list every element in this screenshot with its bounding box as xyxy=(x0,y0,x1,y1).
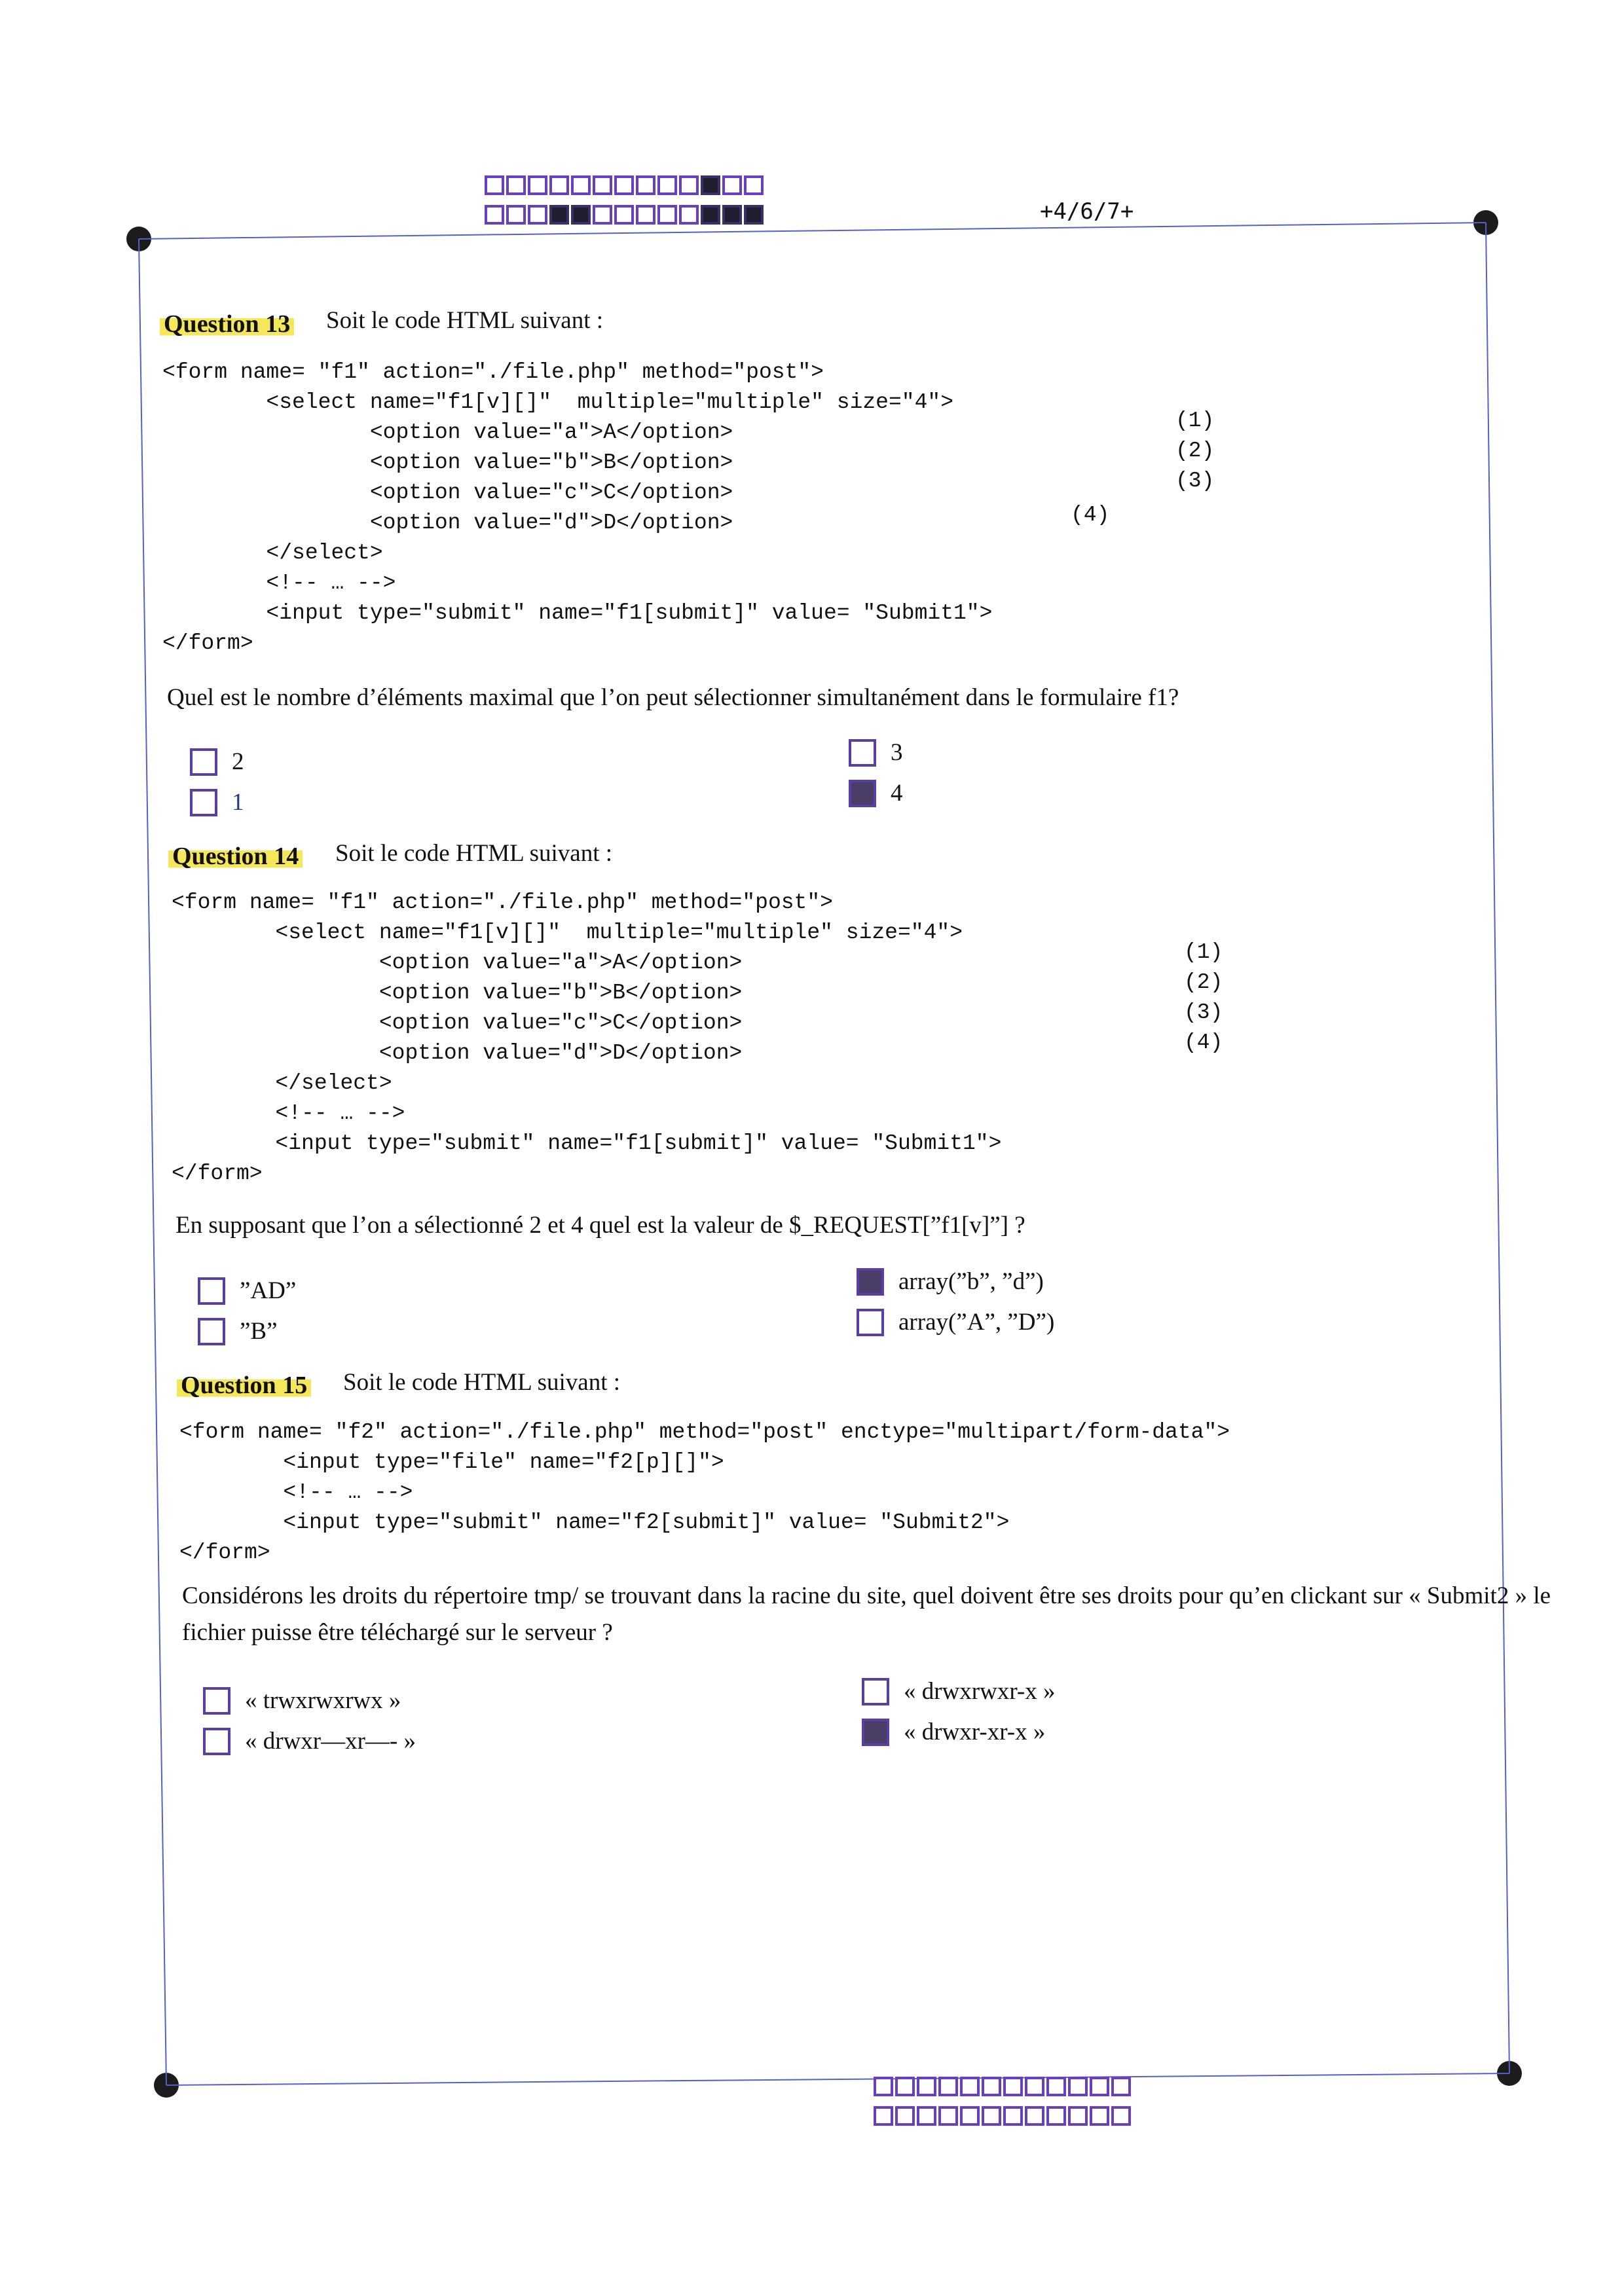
barcode-cell xyxy=(895,2106,915,2126)
q13-checkbox-2[interactable] xyxy=(190,748,217,776)
question-14-label: Question 14 xyxy=(168,842,303,871)
q14-answer-array-ad[interactable] xyxy=(857,1308,1054,1336)
barcode-cell xyxy=(874,2077,893,2096)
barcode-cell xyxy=(485,205,504,225)
barcode-cell xyxy=(1046,2106,1066,2126)
q13-checkbox-1[interactable] xyxy=(190,789,217,816)
q13-mark-4: (4) xyxy=(1071,503,1110,527)
q14-answer-ad[interactable] xyxy=(198,1277,296,1305)
barcode-cell xyxy=(1025,2077,1044,2096)
barcode-cell xyxy=(571,175,591,195)
q15-answer-label: « trwxrwxrwx » xyxy=(245,1687,401,1714)
barcode-cell xyxy=(938,2106,958,2126)
barcode-cell xyxy=(960,2077,980,2096)
barcode-bottom-row-2 xyxy=(874,2106,1131,2126)
barcode-cell xyxy=(917,2077,936,2096)
q14-mark-3: (3) xyxy=(1184,1000,1223,1025)
q13-mark-2: (2) xyxy=(1175,439,1215,463)
barcode-cell xyxy=(744,205,764,225)
question-15-intro: Soit le code HTML suivant : xyxy=(343,1369,621,1396)
q14-checkbox-b[interactable] xyxy=(198,1318,225,1345)
barcode-cell xyxy=(614,205,634,225)
question-15-code: <form name= "f2" action="./file.php" method="post" enctype="multipart/form-data"> <input type="file" name="f2[p][]"> <!-- … --> <input type="submit" name="f2[submit]" value= "Submit2"> </form> xyxy=(179,1420,1230,1565)
barcode-cell xyxy=(485,175,504,195)
barcode-cell xyxy=(636,175,655,195)
q14-mark-4: (4) xyxy=(1184,1030,1223,1055)
q15-answer-trwx[interactable] xyxy=(203,1686,401,1715)
barcode-cell xyxy=(874,2106,893,2126)
q15-answer-label: « drwxr-xr-x » xyxy=(904,1719,1046,1745)
q13-checkbox-4[interactable] xyxy=(849,780,876,807)
question-13-text: Quel est le nombre d’éléments maximal que l’on peut sélectionner simultanément dans le formulaire f1? xyxy=(167,684,1179,711)
q14-mark-1: (1) xyxy=(1184,940,1223,964)
barcode-cell xyxy=(506,205,526,225)
q13-answer-label: 2 xyxy=(232,748,244,775)
barcode-cell xyxy=(1003,2077,1023,2096)
barcode-cell xyxy=(1068,2077,1088,2096)
barcode-cell xyxy=(528,175,547,195)
q13-answer-label: 1 xyxy=(232,789,244,816)
q15-checkbox-drwxr-xr[interactable] xyxy=(203,1728,231,1755)
barcode-cell xyxy=(1090,2106,1109,2126)
barcode-top-row-2 xyxy=(485,205,764,225)
frame-top xyxy=(139,223,1486,239)
barcode-bottom-row-1 xyxy=(874,2077,1131,2096)
q15-answer-label: « drwxr—xr—- » xyxy=(245,1728,416,1755)
q13-answer-label: 4 xyxy=(891,780,903,807)
question-13-intro: Soit le code HTML suivant : xyxy=(326,307,604,334)
q15-answer-drwxr-xr-x[interactable] xyxy=(862,1718,1045,1746)
barcode-cell xyxy=(938,2077,958,2096)
q13-answer-label: 3 xyxy=(891,739,903,766)
q15-answer-drwxr-xr[interactable] xyxy=(203,1727,416,1755)
barcode-cell xyxy=(722,205,742,225)
question-14-text: En supposant que l’on a sélectionné 2 et 4 quel est la valeur de $_REQUEST[”f1[v]”] ? xyxy=(175,1212,1025,1239)
barcode-cell xyxy=(657,205,677,225)
q14-answer-label: array(”A”, ”D”) xyxy=(898,1309,1055,1336)
barcode-cell xyxy=(549,175,569,195)
barcode-cell xyxy=(895,2077,915,2096)
question-13-code: <form name= "f1" action="./file.php" method="post"> <select name="f1[v][]" multiple="multiple" size="4"> <option value="a">A</option> <option value="b">B</option> <option value="c">C</option> <option value="d">D</option> </select> <!-- … --> <input type="submit" name="f1[submit]" value= "Submit1"> </form> xyxy=(162,360,993,655)
question-15-text: Considérons les droits du répertoire tmp/ se trouvant dans la racine du site, quel doivent être ses droits pour qu’en clickant sur « Submit2 » le fichier puisse être téléchargé sur le serveur ? xyxy=(182,1582,1551,1646)
barcode-cell xyxy=(679,205,699,225)
q14-answer-label: ”AD” xyxy=(240,1277,297,1304)
q14-answer-label: ”B” xyxy=(240,1318,278,1345)
q13-answer-3[interactable] xyxy=(849,738,903,767)
frame-bottom xyxy=(166,2073,1509,2085)
barcode-cell xyxy=(571,205,591,225)
question-14-intro: Soit le code HTML suivant : xyxy=(335,840,613,867)
barcode-cell xyxy=(528,205,547,225)
q15-answer-drwxrwxr-x[interactable] xyxy=(862,1677,1056,1705)
barcode-cell xyxy=(1068,2106,1088,2126)
barcode-cell xyxy=(1111,2077,1131,2096)
barcode-cell xyxy=(701,175,720,195)
q14-mark-2: (2) xyxy=(1184,970,1223,994)
q13-answer-2[interactable] xyxy=(190,748,244,776)
barcode-cell xyxy=(982,2106,1001,2126)
barcode-cell xyxy=(917,2106,936,2126)
barcode-cell xyxy=(636,205,655,225)
q14-checkbox-array-bd[interactable] xyxy=(857,1268,884,1296)
q13-answer-4[interactable] xyxy=(849,779,903,807)
q15-checkbox-drwxr-xr-x[interactable] xyxy=(862,1719,889,1746)
barcode-cell xyxy=(549,205,569,225)
q13-mark-3: (3) xyxy=(1175,469,1215,493)
question-13-label: Question 13 xyxy=(160,310,294,338)
question-14-code: <form name= "f1" action="./file.php" method="post"> <select name="f1[v][]" multiple="multiple" size="4"> <option value="a">A</option> <option value="b">B</option> <option value="c">C</option> <option value="d">D</option> </select> <!-- … --> <input type="submit" name="f1[submit]" value= "Submit1"> </form> xyxy=(172,890,1002,1186)
barcode-cell xyxy=(1046,2077,1066,2096)
page-id: +4/6/7+ xyxy=(1040,198,1134,225)
q15-answer-label: « drwxrwxr-x » xyxy=(904,1678,1056,1705)
barcode-cell xyxy=(1025,2106,1044,2126)
barcode-cell xyxy=(1003,2106,1023,2126)
q14-checkbox-array-ad[interactable] xyxy=(857,1309,884,1336)
q13-mark-1: (1) xyxy=(1175,409,1215,433)
q15-checkbox-drwxrwxr-x[interactable] xyxy=(862,1678,889,1705)
barcode-cell xyxy=(960,2106,980,2126)
question-15-label: Question 15 xyxy=(177,1371,311,1400)
barcode-cell xyxy=(506,175,526,195)
q13-answer-1[interactable] xyxy=(190,788,244,816)
q15-checkbox-trwx[interactable] xyxy=(203,1687,231,1715)
barcode-cell xyxy=(679,175,699,195)
barcode-cell xyxy=(701,205,720,225)
barcode-top-row-1 xyxy=(485,175,764,195)
q14-checkbox-ad[interactable] xyxy=(198,1277,225,1305)
q14-answer-label: array(”b”, ”d”) xyxy=(898,1268,1044,1295)
barcode-cell xyxy=(1111,2106,1131,2126)
barcode-cell xyxy=(657,175,677,195)
barcode-cell xyxy=(593,175,612,195)
q13-checkbox-3[interactable] xyxy=(849,739,876,767)
barcode-cell xyxy=(722,175,742,195)
barcode-cell xyxy=(593,205,612,225)
barcode-cell xyxy=(982,2077,1001,2096)
q14-answer-array-bd[interactable] xyxy=(857,1267,1044,1296)
barcode-cell xyxy=(744,175,764,195)
q14-answer-b[interactable] xyxy=(198,1317,278,1345)
barcode-cell xyxy=(1090,2077,1109,2096)
barcode-cell xyxy=(614,175,634,195)
frame-right xyxy=(1486,223,1509,2073)
